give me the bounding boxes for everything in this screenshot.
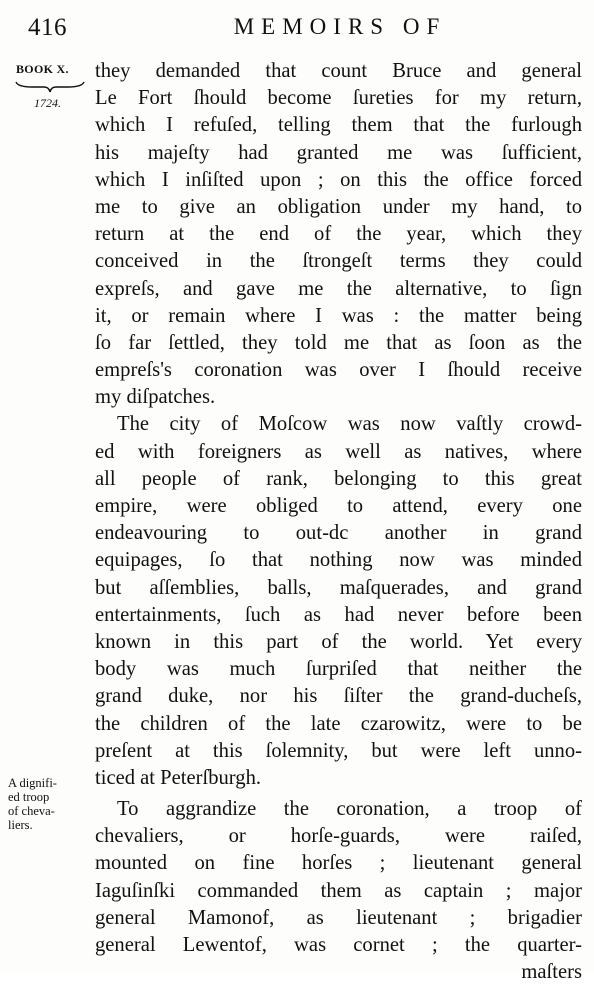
text-line: empire, were obliged to attend, every one	[95, 495, 582, 517]
sidenote-line: ed troop	[8, 790, 50, 804]
text-line: known in this part of the world. Yet every	[95, 630, 582, 653]
text-line: Le Fort ſhould become ſureties for my return,	[95, 87, 582, 110]
text-line: it, or remain where I was : the matter being	[95, 304, 582, 327]
body-text	[95, 58, 582, 986]
page-header	[0, 10, 594, 50]
text-line: his majeſty had granted me was ſufficient,	[95, 141, 582, 164]
text-line: the children of the late czarowitz, were to be	[95, 712, 582, 735]
text-line: expreſs, and gave me the alternative, to ſign	[95, 277, 582, 300]
brace-icon	[14, 80, 86, 94]
text-line: return at the end of the year, which they	[95, 223, 582, 246]
paragraph-2	[95, 411, 582, 792]
text-line: empreſs's coronation was over I ſhould receive	[95, 359, 582, 382]
sidenote-line: of cheva-	[8, 804, 55, 818]
text-line: entertainments, ſuch as had never before been	[95, 603, 582, 626]
book-label: BOOK X.	[16, 62, 69, 76]
text-line: ed with foreigners as well as natives, where	[95, 440, 582, 463]
text-line: chevaliers, or horſe-guards, were raiſed,	[95, 825, 582, 848]
text-line: which I inſiſted upon ; on this the office forced	[95, 168, 582, 191]
margin-sidenote	[8, 776, 88, 832]
text-line: ſo far ſettled, they told me that as ſoon as the	[95, 331, 582, 354]
sidenote-line: A dignifi-	[8, 776, 57, 790]
text-line: general Lewentof, was cornet ; the quarter-	[95, 934, 582, 956]
year-label: 1724.	[34, 96, 61, 110]
text-line: equipages, ſo that nothing now was minded	[95, 549, 582, 572]
text-line: they demanded that count Bruce and general	[95, 60, 582, 82]
text-line: To aggrandize the coronation, a troop of	[117, 798, 582, 821]
paragraph-1	[95, 58, 582, 411]
text-line: but aſſemblies, balls, maſquerades, and grand	[95, 576, 582, 599]
text-line: which I refuſed, telling them that the furlough	[95, 114, 582, 137]
text-line: mounted on fine horſes ; lieutenant general	[95, 852, 582, 875]
text-line: general Mamonof, as lieutenant ; brigadier	[95, 906, 582, 929]
text-line: endeavouring to out-dc another in grand	[95, 522, 582, 545]
text-line: conceived in the ſtrongeſt terms they could	[95, 250, 582, 273]
text-line: me to give an obligation under my hand, to	[95, 195, 582, 218]
running-head: MEMOIRS OF	[233, 14, 447, 39]
text-line: ticed at Peterſburgh.	[95, 766, 262, 789]
paragraph-3	[95, 796, 582, 986]
text-line: my diſpatches.	[95, 386, 216, 409]
text-line: Iaguſinſki commanded them as captain ; major	[95, 879, 582, 902]
catchword: maſters	[521, 961, 582, 984]
page-number: 416	[28, 14, 67, 41]
text-line: preſent at this ſolemnity, but were left unno-	[95, 739, 582, 762]
text-line: The city of Moſcow was now vaſtly crowd-	[117, 413, 582, 436]
text-line: all people of rank, belonging to this great	[95, 467, 582, 490]
text-line: body was much ſurpriſed that neither the	[95, 658, 582, 681]
sidenote-line: liers.	[8, 818, 33, 832]
text-line: grand duke, nor his ſiſter the grand-ducheſs,	[95, 685, 582, 708]
